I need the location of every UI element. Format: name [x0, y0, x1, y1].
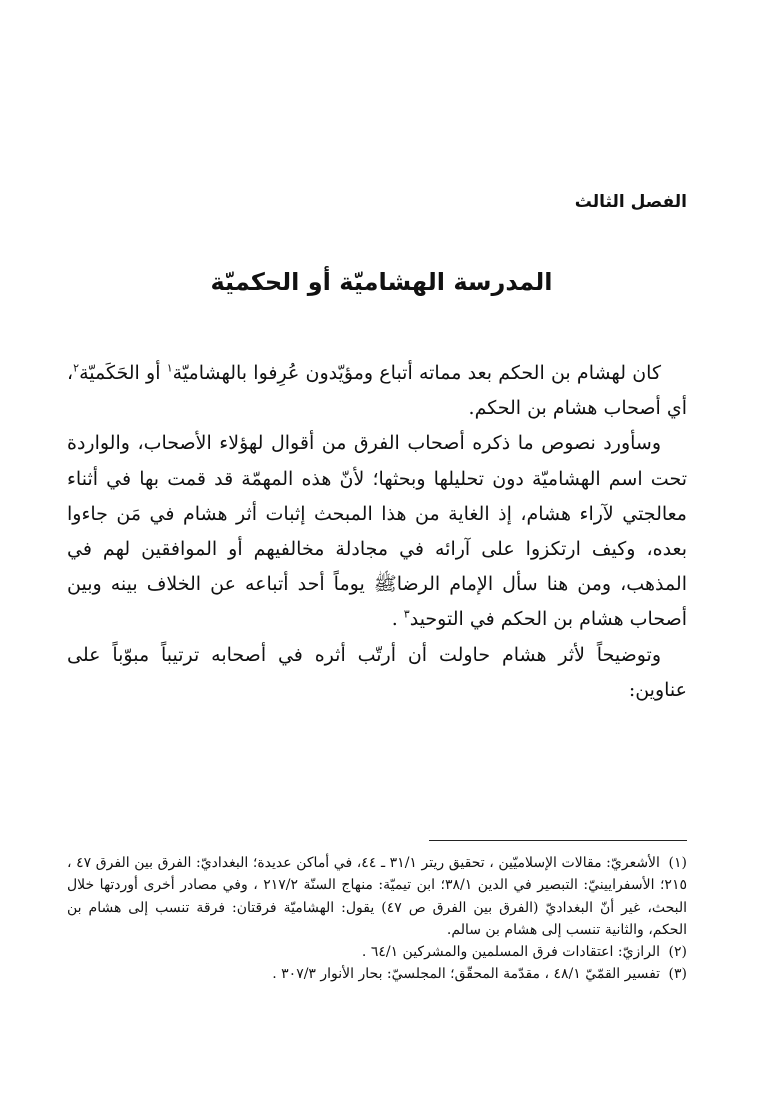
footnote	[67, 852, 687, 941]
paragraph-text: أو الحَكَميّة	[79, 362, 167, 384]
footnote-text: الرازيّ: اعتقادات فرق المسلمين والمشركين ٦٤/١ .	[361, 944, 661, 961]
footnote-number: (٣)	[668, 966, 687, 983]
footnotes	[67, 852, 687, 986]
footnote-number: (٢)	[668, 944, 687, 961]
footnote-number: (١)	[668, 855, 688, 871]
paragraph	[67, 426, 687, 637]
paragraph-text: وتوضيحاً لأثر هشام حاولت أن أرتّب أثره في أصحابه ترتيباً مبوّباً على عناوين:	[67, 643, 687, 701]
paragraph-text: ، أي أصحاب هشام بن الحكم.	[67, 362, 687, 420]
paragraph-text: كان لهشام بن الحكم بعد مماته أتباع ومؤيّدون عُرِفوا بالهشاميّة	[172, 362, 661, 384]
paragraph-text: .	[391, 608, 404, 631]
footnote-separator	[429, 840, 687, 841]
footnote-ref: ١	[166, 361, 173, 375]
footnote-ref: ٢	[73, 361, 80, 375]
paragraph-text: وسأورد نصوص ما ذكره أصحاب الفرق من أقوال لهؤلاء الأصحاب، والواردة تحت اسم الهشاميّة دون تحليلها وبحثها؛ لأنّ هذه المهمّة قد قمت بها في أثناء معالجتي لآراء هشام، إذ الغاية من هذا المبحث إثبات أثر هشام في مَن جاءوا بعده، وكيف ارتكزوا على آرائه في مجادلة مخالفيهم أو الموافقين لهم في المذهب، ومن هنا سأل الإمام الرضاﷺ يوماً أحد أتباعه عن الخلاف بينه وبين أصحاب هشام بن الحكم في التوحيد	[67, 432, 687, 631]
footnote-text: تفسير القمّيّ ٤٨/١ ، مقدّمة المحقّق؛ المجلسيّ: بحار الأنوار ٣٠٧/٣ .	[272, 966, 661, 983]
body-text	[67, 356, 687, 708]
chapter-label: الفصل الثالث	[574, 192, 687, 212]
footnote-text: الأشعريّ: مقالات الإسلاميّين ، تحقيق ريتر ٣١/١ ـ ٤٤، في أماكن عديدة؛ البغداديّ: الفرق بين الفرق ٤٧ ، ٢١٥؛ الأسفرايينيّ: التبصير في الدين ٣٨/١؛ ابن تيميّة: منهاج السنّة ٢١٧/٢ ، وفي مصادر أخرى أوردتها خلال البحث، غير أنّ البغداديّ (الفرق بين الفرق ص ٤٧) يقول: الهشاميّة فرقتان: فرقة تنسب إلى هشام بن الحكم، والثانية تنسب إلى هشام بن سالم.	[67, 855, 688, 938]
paragraph	[67, 638, 687, 708]
paragraph	[67, 356, 687, 426]
footnote-ref: ٣	[403, 608, 410, 622]
footnote	[67, 941, 687, 963]
page-title: المدرسة الهشاميّة أو الحكميّة	[210, 268, 553, 296]
footnote	[67, 963, 687, 985]
